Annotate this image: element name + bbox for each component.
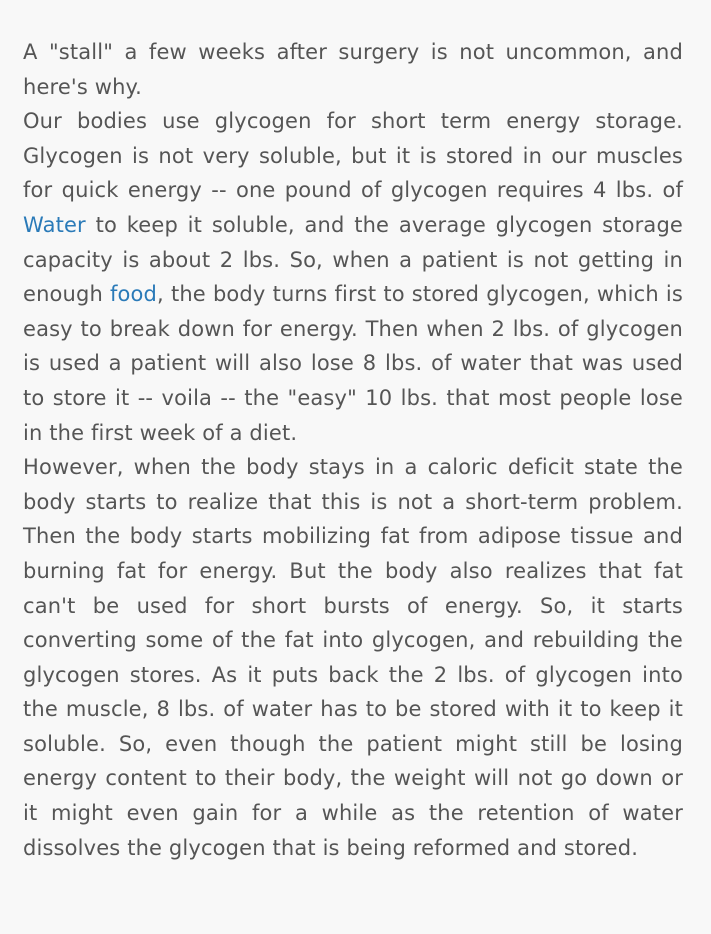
paragraph-glycogen-text-2: to keep it soluble, and the average glycogen storage capacity is about 2 lbs. So, when a patient is not getting in enough bbox=[23, 212, 683, 307]
paragraph-glycogen-text-1: Our bodies use glycogen for short term energy storage. Glycogen is not very soluble, but it is stored in our muscles for quick energy -- one pound of glycogen requires 4 lbs. of bbox=[23, 109, 683, 203]
food-link[interactable]: food bbox=[110, 282, 158, 307]
paragraph-caloric-deficit: However, when the body stays in a caloric deficit state the body starts to realize that this is not a short-term problem. Then the body starts mobilizing fat from adipose tissue and burning fat for energy. But the body also realizes that fat can't be used for short bursts of energy. So, it starts converting some of the fat into glycogen, and rebuilding the glycogen stores. As it puts back the 2 lbs. of glycogen into the muscle, 8 lbs. of water has to be stored with it to keep it soluble. So, even though the patient might still be losing energy content to their body, the weight will not go down or it might even gain for a while as the retention of water dissolves the glycogen that is being reformed and stored. bbox=[23, 455, 683, 860]
paragraph-glycogen bbox=[23, 104, 683, 450]
paragraph-intro: A "stall" a few weeks after surgery is not uncommon, and here's why. bbox=[23, 40, 683, 99]
water-link[interactable]: Water bbox=[23, 212, 86, 237]
article-body bbox=[23, 35, 683, 865]
paragraph-glycogen-text-3: , the body turns first to stored glycogen, which is easy to break down for energy. Then when 2 lbs. of glycogen is used a patient will also lose 8 lbs. of water that was used to store it -- voila -- the "easy" 10 lbs. that most people lose in the first week of a diet. bbox=[23, 282, 683, 445]
